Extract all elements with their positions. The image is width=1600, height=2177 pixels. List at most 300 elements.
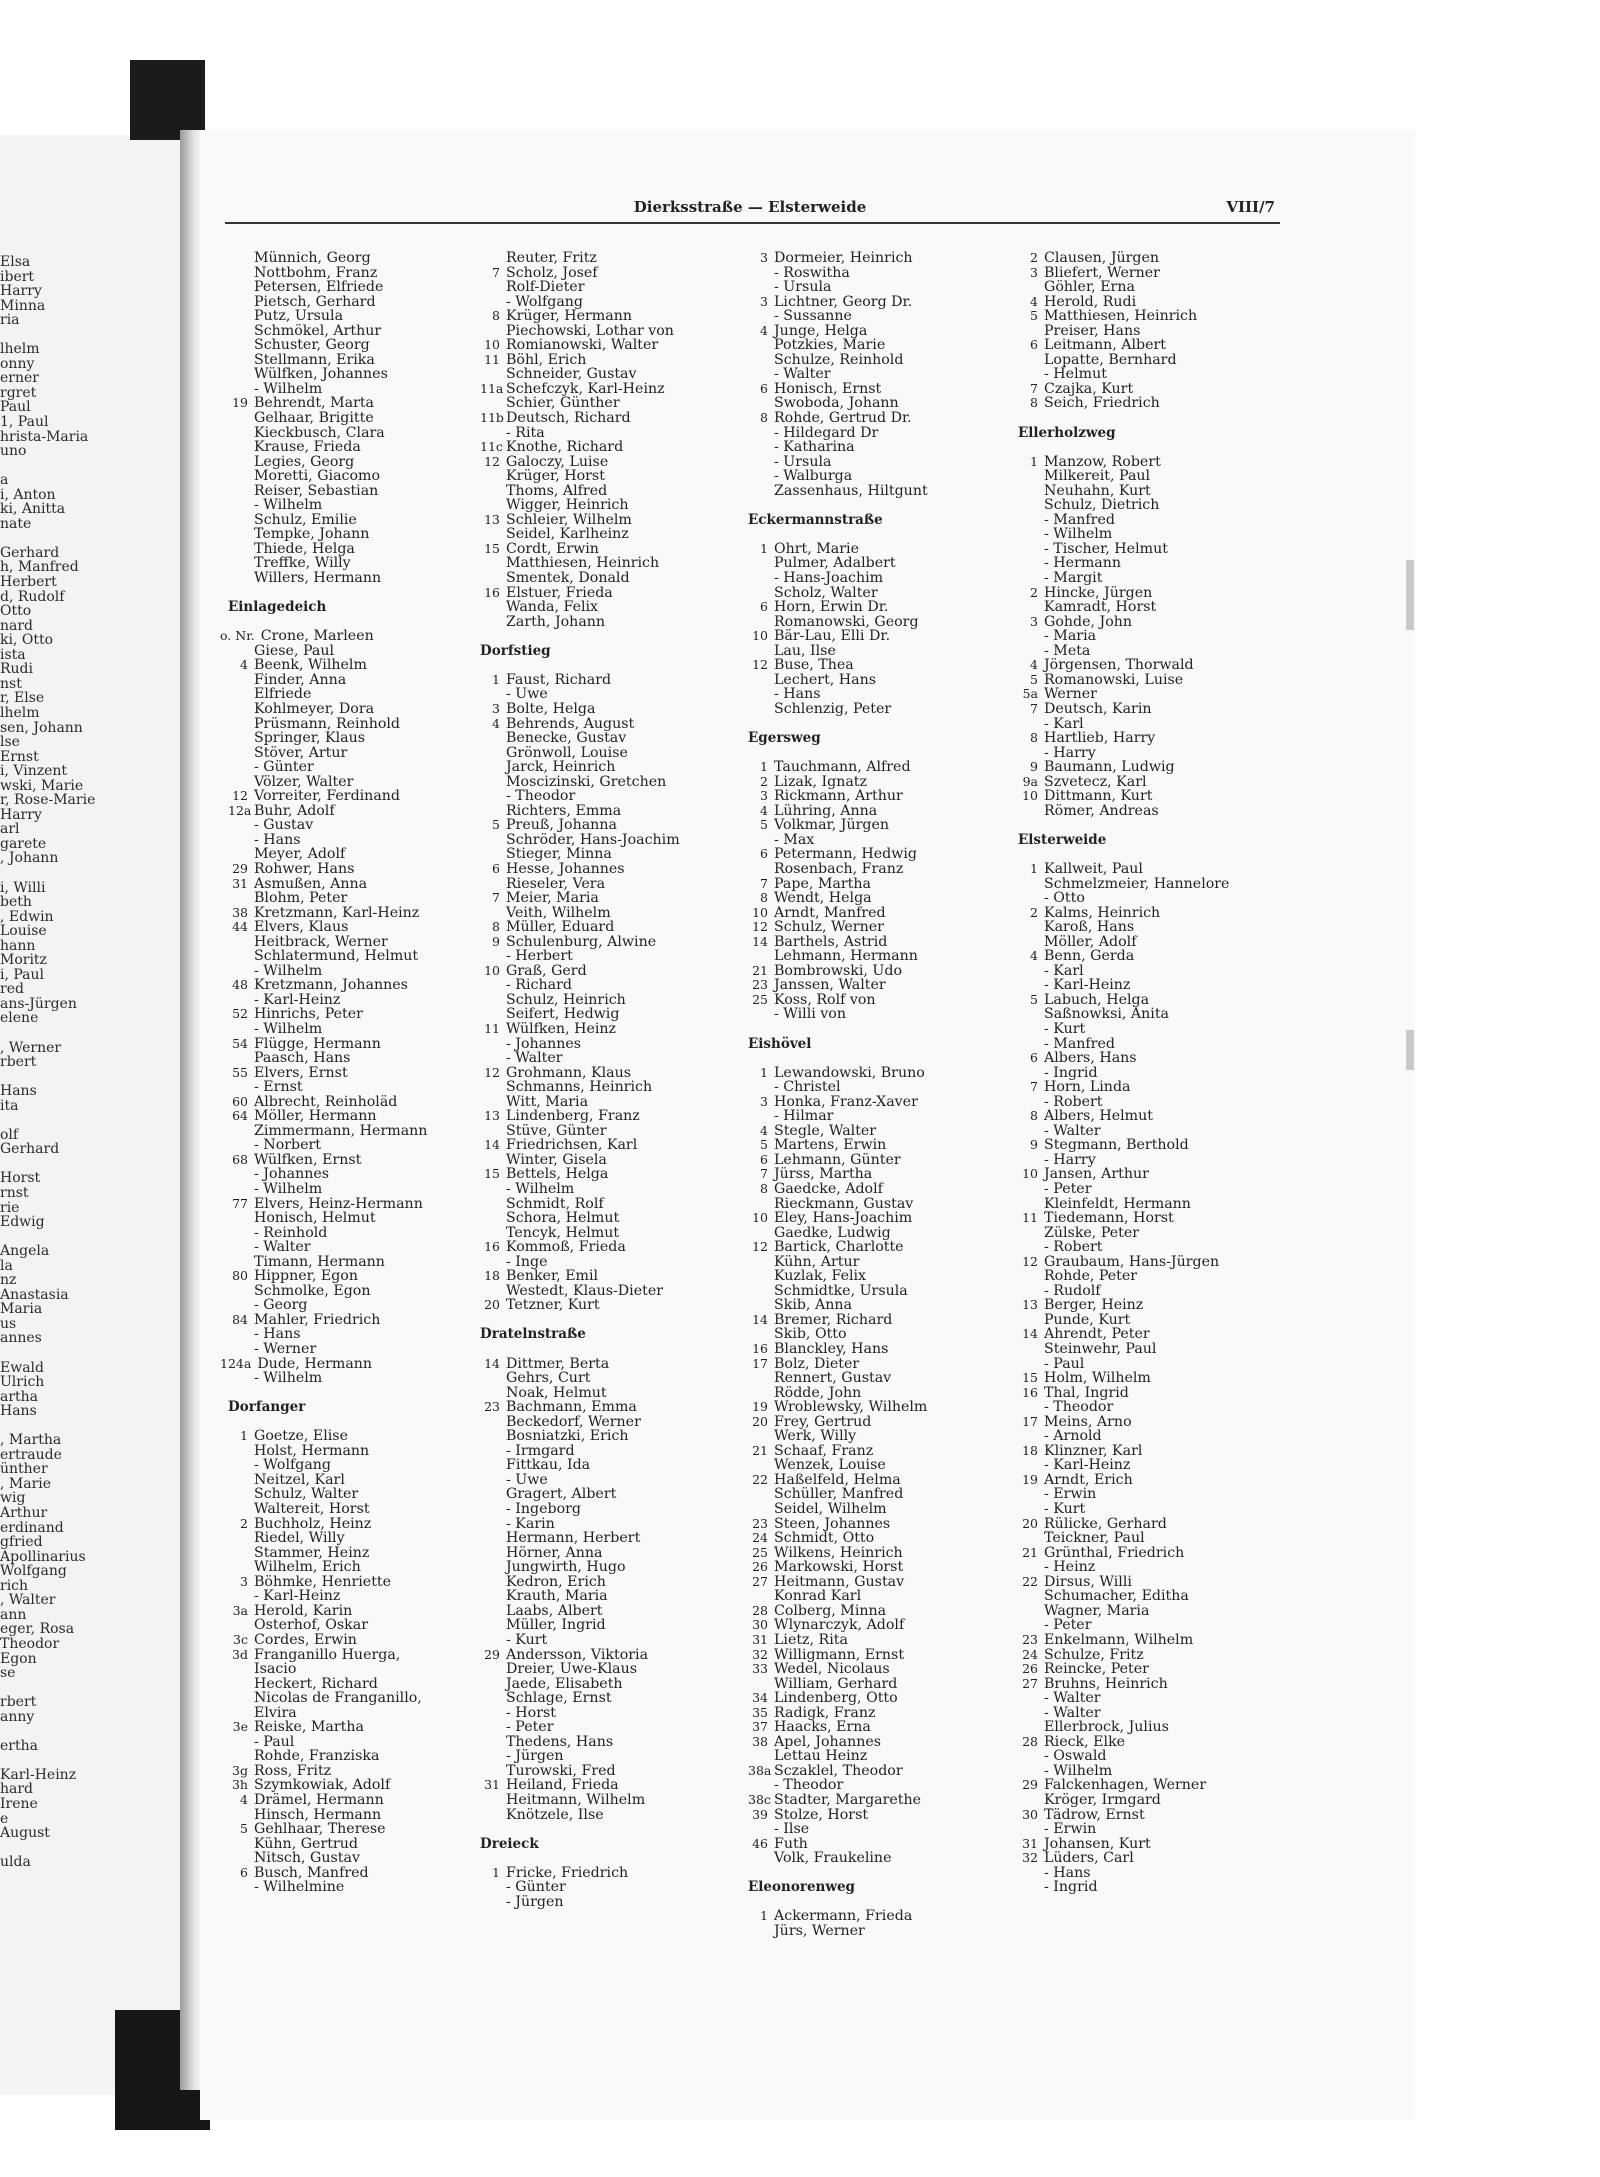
house-number [748,1327,774,1342]
left-fragment-line: Egon [0,1650,37,1667]
resident-name: Dittmer, Berta [506,1355,610,1372]
resident-entry [480,1749,680,1764]
resident-entry [480,818,680,833]
street-name: Eishövel [748,1035,812,1052]
resident-entry [1018,571,1229,586]
resident-entry [480,251,680,266]
left-fragment-line: , Edwin [0,908,54,925]
resident-entry [480,382,680,397]
resident-entry [480,862,680,877]
house-number [228,1837,254,1852]
resident-name: Jansen, Arthur [1044,1166,1149,1183]
resident-entry [1018,542,1229,557]
left-fragment-line: Paul [0,399,31,416]
resident-name: - Manfred [1044,1035,1115,1052]
street-heading [228,1400,427,1415]
resident-name: Teickner, Paul [1044,1530,1145,1547]
house-number: 29 [484,1646,500,1662]
resident-entry [748,1240,928,1255]
resident-entry [748,1400,928,1415]
house-number: 6 [760,1151,768,1167]
resident-entry [748,396,928,411]
house-number: 38c [748,1791,771,1807]
resident-entry [1018,280,1229,295]
left-fragment-line: elene [0,1010,39,1027]
house-number [480,1531,506,1546]
resident-name: Moscizinski, Gretchen [506,773,667,790]
resident-entry [480,891,680,906]
resident-entry [748,1487,928,1502]
house-number: 8 [760,890,768,906]
left-fragment-line: Wolfgang [0,1563,67,1580]
resident-entry [480,353,680,368]
resident-entry [748,964,928,979]
resident-entry [748,1822,928,1837]
resident-name: Drämel, Hermann [254,1791,384,1808]
resident-entry [1018,673,1229,688]
house-number: 17 [1022,1413,1038,1429]
house-number: 3 [1030,264,1038,280]
resident-name: - Jürgen [506,1893,564,1910]
resident-name: Schier, Günther [506,395,620,412]
resident-name: Kieckbusch, Clara [254,424,385,441]
resident-entry [228,382,427,397]
resident-name: Richters, Emma [506,802,622,819]
house-number [1018,1429,1044,1444]
resident-name: Romanowski, Georg [774,613,919,630]
house-number [228,1691,254,1706]
resident-name: Schora, Helmut [506,1210,620,1227]
house-number [480,1037,506,1052]
house-number [748,1778,774,1793]
resident-name: - Walter [1044,1704,1101,1721]
resident-name: - Karl-Heinz [1044,1457,1131,1474]
resident-name: Müller, Eduard [506,919,615,936]
resident-name: Jörgensen, Thorwald [1044,657,1194,674]
resident-name: Möller, Hermann [254,1108,377,1125]
resident-name: Manzow, Robert [1044,453,1161,470]
resident-entry [480,440,680,455]
house-number: 38 [752,1733,768,1749]
house-number [228,542,254,557]
house-number [228,717,254,732]
house-number: 19 [752,1399,768,1415]
spacer [480,1851,680,1866]
resident-name: Blohm, Peter [254,890,348,907]
left-fragment-line: erdinand [0,1519,64,1536]
house-number [228,556,254,571]
resident-name: Kamradt, Horst [1044,599,1157,616]
resident-entry [1018,1677,1229,1692]
resident-name: Jungwirth, Hugo [506,1559,626,1576]
house-number: 34 [752,1690,768,1706]
resident-entry [748,1618,928,1633]
resident-entry [228,266,427,281]
resident-entry [480,1458,680,1473]
house-number: 33 [752,1661,768,1677]
house-number [748,1924,774,1939]
resident-entry [480,1386,680,1401]
resident-name: - Tischer, Helmut [1044,540,1168,557]
house-number [228,702,254,717]
spacer [480,1822,680,1837]
resident-entry [1018,1546,1229,1561]
house-number: 12 [484,453,500,469]
left-page-fragment [0,135,183,2095]
house-number: 12a [228,802,252,818]
resident-name: - Manfred [1044,511,1115,528]
resident-name: Radigk, Franz [774,1704,876,1721]
resident-entry [480,731,680,746]
resident-name: Arndt, Manfred [774,904,886,921]
house-number [748,440,774,455]
left-fragment-line: Ulrich [0,1374,45,1391]
resident-entry [228,1037,427,1052]
resident-entry [1018,1211,1229,1226]
resident-entry [228,1618,427,1633]
resident-name: Treffke, Willy [254,555,351,572]
house-number: 12 [484,1064,500,1080]
resident-entry [480,1589,680,1604]
house-number [228,440,254,455]
house-number [1018,527,1044,542]
resident-name: Stolze, Horst [774,1806,869,1823]
resident-entry [748,1313,928,1328]
binding-clip-top [130,60,205,140]
house-number [748,1589,774,1604]
resident-name: Schneider, Gustav [506,366,637,383]
resident-entry [228,978,427,993]
resident-entry [228,673,427,688]
left-fragment-line: wski, Marie [0,777,84,794]
house-number [228,1531,254,1546]
house-number: 12 [752,919,768,935]
resident-name: Böhmke, Henriette [254,1573,391,1590]
resident-name: Müller, Ingrid [506,1617,606,1634]
resident-entry [228,440,427,455]
page-header [225,195,1275,219]
house-number: 18 [1022,1442,1038,1458]
resident-name: Fricke, Friedrich [506,1864,629,1881]
resident-name: Lehmann, Hermann [774,948,918,965]
resident-entry [748,1517,928,1532]
resident-name: - Irmgard [506,1442,575,1459]
resident-name: Schlenzig, Peter [774,700,892,717]
resident-name: Ohrt, Marie [774,540,859,557]
left-fragment-line [0,1419,170,1434]
house-number: 6 [760,846,768,862]
house-number [748,1226,774,1241]
resident-name: Nicolas de Franganillo, [254,1690,422,1707]
resident-entry [480,1546,680,1561]
house-number [1018,1720,1044,1735]
resident-name: Werk, Willy [774,1428,857,1445]
resident-entry [1018,906,1229,921]
resident-entry [748,426,928,441]
left-fragment-line: ibert [0,268,35,285]
resident-name: Junge, Helga [774,322,868,339]
house-number: 4 [1030,657,1038,673]
left-fragment-line: Apollinarius [0,1548,86,1565]
house-number [228,949,254,964]
house-number: 10 [752,628,768,644]
left-fragment-line: Gerhard [0,544,60,561]
resident-entry [748,1735,928,1750]
house-number [228,1327,254,1342]
resident-entry [748,309,928,324]
house-number: 2 [1030,584,1038,600]
resident-entry [1018,1808,1229,1823]
house-number: 10 [752,904,768,920]
resident-entry [480,1895,680,1910]
resident-name: - Johannes [254,1166,330,1183]
resident-name: Hincke, Jürgen [1044,584,1153,601]
resident-entry [748,1357,928,1372]
house-number [1018,1400,1044,1415]
house-number: 27 [1022,1675,1038,1691]
resident-entry [480,455,680,470]
resident-entry [1018,1487,1229,1502]
resident-name: Hörner, Anna [506,1544,603,1561]
resident-name: Hermann, Herbert [506,1530,641,1547]
resident-entry [228,789,427,804]
left-fragment-line: , Johann [0,850,59,867]
resident-name: - Kurt [1044,1020,1086,1037]
resident-name: Möller, Adolf [1044,933,1137,950]
resident-name: Heitmann, Gustav [774,1573,905,1590]
house-number: 10 [1022,1166,1038,1182]
resident-entry [228,251,427,266]
resident-entry [228,1255,427,1270]
resident-name: Falckenhagen, Werner [1044,1777,1207,1794]
house-number [1018,1342,1044,1357]
resident-entry [748,673,928,688]
resident-name: Deutsch, Richard [506,410,631,427]
resident-entry [228,1764,427,1779]
resident-entry [228,833,427,848]
resident-entry [228,498,427,513]
resident-entry [228,1211,427,1226]
house-number: 2 [1030,250,1038,265]
resident-entry [228,1342,427,1357]
resident-entry [228,687,427,702]
resident-entry [480,935,680,950]
resident-entry [480,920,680,935]
resident-entry [480,775,680,790]
house-number [1018,1691,1044,1706]
house-number: 11 [484,351,500,367]
street-heading [1018,426,1229,441]
left-fragment-line: Anastasia [0,1286,69,1303]
resident-name: Lewandowski, Bruno [774,1064,925,1081]
resident-entry [748,1633,928,1648]
house-number [480,760,506,775]
house-number: 12 [1022,1253,1038,1269]
house-number: 8 [492,919,500,935]
house-number: 32 [752,1646,768,1662]
left-fragment-line: rbert [0,1694,37,1711]
house-number: 4 [760,322,768,338]
house-number [748,1429,774,1444]
resident-entry [228,847,427,862]
resident-name: - Hans-Joachim [774,570,884,587]
resident-entry [1018,1095,1229,1110]
resident-name: Hippner, Egon [254,1268,358,1285]
resident-name: Schlatermund, Helmut [254,948,419,965]
resident-entry [1018,1269,1229,1284]
resident-name: Andersson, Viktoria [506,1646,649,1663]
house-number: 16 [484,584,500,600]
resident-name: - Sussanne [774,308,852,325]
spacer [748,1022,928,1037]
street-name: Eleonorenweg [748,1879,855,1896]
resident-entry [480,1371,680,1386]
resident-name: Wagner, Maria [1044,1602,1150,1619]
resident-name: - Reinhold [254,1224,328,1241]
house-number: 4 [240,1791,248,1807]
resident-entry [228,542,427,557]
resident-entry [1018,1531,1229,1546]
resident-entry [748,1793,928,1808]
house-number: 9 [1030,759,1038,775]
resident-entry [748,338,928,353]
resident-entry [748,1502,928,1517]
resident-entry [480,746,680,761]
house-number: 15 [484,1166,500,1182]
left-fragment-line: ria [0,312,20,329]
left-fragment-line: Hans [0,1403,37,1420]
resident-entry [748,993,928,1008]
resident-name: - Karin [506,1515,555,1532]
resident-entry [1018,1415,1229,1430]
resident-name: Tädrow, Ernst [1044,1806,1145,1823]
resident-entry [748,382,928,397]
resident-name: Holst, Hermann [254,1442,370,1459]
resident-name: Lehmann, Günter [774,1151,901,1168]
house-number [228,891,254,906]
resident-entry [748,847,928,862]
resident-name: - Werner [254,1341,317,1358]
resident-entry [748,1808,928,1823]
resident-name: Stieger, Minna [506,846,612,863]
resident-entry [1018,1793,1229,1808]
resident-name: Eley, Hans-Joachim [774,1210,913,1227]
house-number [480,251,506,266]
resident-name: Bachmann, Emma [506,1399,637,1416]
left-fragment-line: ulda [0,1854,31,1871]
street-heading [748,1037,928,1052]
resident-name: Beenk, Wilhelm [254,657,367,674]
house-number: 11c [480,439,503,455]
house-number [1018,644,1044,659]
resident-entry [1018,469,1229,484]
resident-entry [480,280,680,295]
house-number: 32 [1022,1850,1038,1866]
resident-name: Dreier, Uwe-Klaus [506,1661,638,1678]
resident-entry [228,1604,427,1619]
resident-entry [1018,862,1229,877]
resident-name: Elvers, Ernst [254,1064,348,1081]
resident-entry [1018,1778,1229,1793]
resident-name: Zülske, Peter [1044,1224,1140,1241]
resident-entry [228,1007,427,1022]
resident-entry [1018,527,1229,542]
house-number [228,1444,254,1459]
house-number [480,1095,506,1110]
resident-entry [480,1357,680,1372]
resident-name: Leitmann, Albert [1044,337,1167,354]
resident-entry [748,1531,928,1546]
resident-name: - Erwin [1044,1486,1097,1503]
resident-entry [228,338,427,353]
resident-name: Rennert, Gustav [774,1370,892,1387]
resident-entry [748,1909,928,1924]
resident-entry [748,877,928,892]
house-number [1018,629,1044,644]
resident-name: Volkmar, Jürgen [774,817,889,834]
resident-entry [748,629,928,644]
resident-entry [480,396,680,411]
left-fragment-line: lhelm [0,341,40,358]
house-number [480,906,506,921]
house-number [228,527,254,542]
resident-name: Bosniatzki, Erich [506,1428,629,1445]
resident-name: Rülicke, Gerhard [1044,1515,1167,1532]
house-number [228,1342,254,1357]
house-number [228,1022,254,1037]
house-number: 5 [760,817,768,833]
house-number [1018,877,1044,892]
resident-entry [228,1153,427,1168]
resident-name: - Willi von [774,1006,846,1023]
spacer [748,498,928,513]
house-number [480,295,506,310]
house-number [480,1560,506,1575]
house-number [228,1226,254,1241]
resident-name: Wanda, Felix [506,599,599,616]
resident-entry [228,324,427,339]
house-number: 2 [240,1515,248,1531]
resident-name: Wülfken, Heinz [506,1020,617,1037]
spacer [228,1386,427,1401]
resident-name: Kommoß, Frieda [506,1239,626,1256]
resident-entry [228,1124,427,1139]
left-fragment-line: Theodor [0,1635,60,1652]
left-fragment-line: Ernst [0,748,39,765]
house-number [480,978,506,993]
resident-entry [748,935,928,950]
resident-name: - Uwe [506,686,548,703]
resident-entry [480,1182,680,1197]
house-number [1018,353,1044,368]
house-number: 6 [492,860,500,876]
resident-entry [1018,1080,1229,1095]
resident-name: Rosenbach, Franz [774,860,904,877]
resident-entry [480,1502,680,1517]
house-number [480,993,506,1008]
resident-entry [748,1167,928,1182]
house-number [480,789,506,804]
house-number [1018,1197,1044,1212]
resident-name: Dude, Hermann [257,1355,373,1372]
house-number [228,1735,254,1750]
resident-entry [228,1560,427,1575]
resident-name: Heckert, Richard [254,1675,378,1692]
resident-name: Schaaf, Franz [774,1442,874,1459]
left-fragment-line: Arthur [0,1505,48,1522]
resident-entry [1018,731,1229,746]
resident-name: - Ilse [774,1821,810,1838]
